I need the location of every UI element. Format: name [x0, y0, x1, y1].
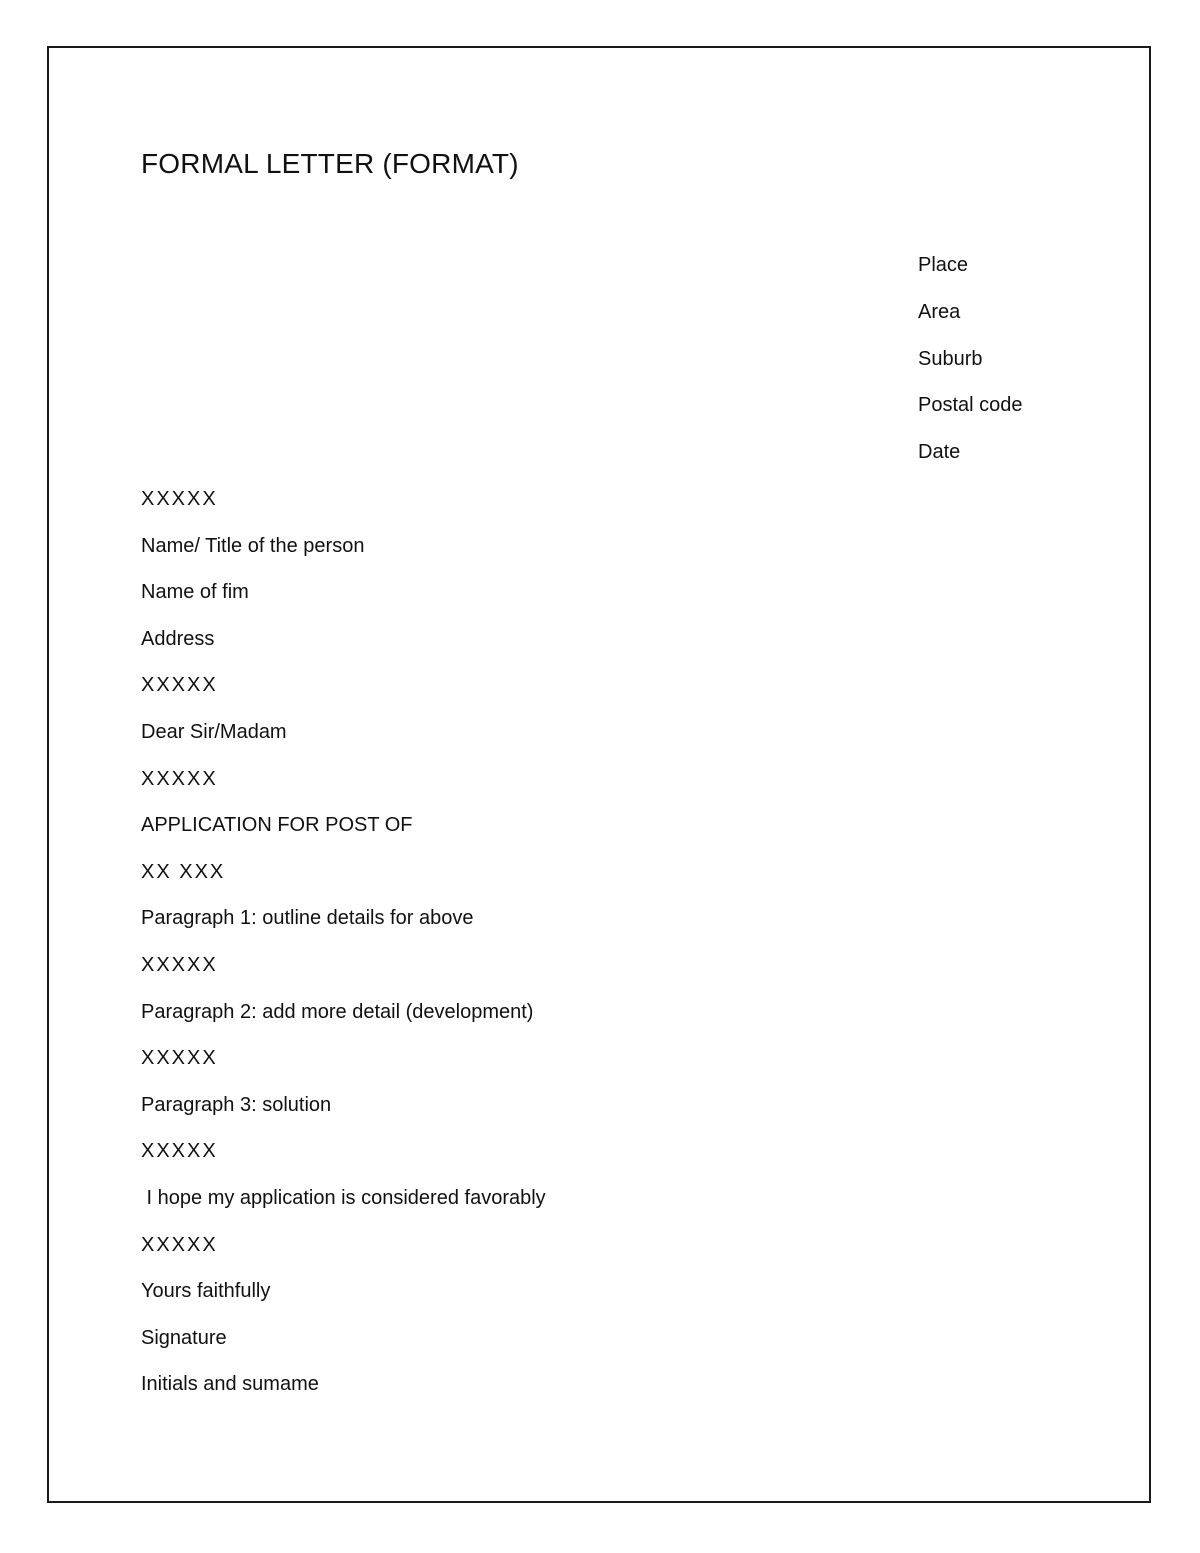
letter-line: Paragraph 2: add more detail (development): [141, 1000, 534, 1023]
letter-line: Paragraph 1: outline details for above: [141, 907, 474, 930]
letter-line: Signature: [141, 1326, 227, 1349]
sender-address-line: Postal code: [918, 394, 1023, 417]
sender-address-line: Suburb: [918, 347, 983, 370]
letter-line: Yours faithfully: [141, 1280, 271, 1303]
spacing-marker: XXXXX: [141, 488, 218, 510]
spacing-marker: XXXXX: [141, 1233, 218, 1256]
spacing-marker: XXXXX: [141, 953, 218, 976]
sender-address-line: Date: [918, 441, 961, 463]
spacing-marker: XXXXX: [141, 1047, 218, 1070]
spacing-marker: XXXXX: [141, 674, 218, 697]
letter-line: Name of fim: [141, 581, 249, 604]
sender-address-block: [918, 250, 1023, 484]
letter-line: Address: [141, 627, 215, 650]
letter-line: APPLICATION FOR POST OF: [141, 814, 413, 837]
page-title: FORMAL LETTER (FORMAT): [141, 148, 519, 179]
letter-line: I hope my application is considered favorably: [141, 1186, 546, 1209]
letter-body: [141, 484, 546, 1416]
spacing-marker: XX XXX: [141, 860, 226, 883]
spacing-marker: XXXXX: [141, 767, 218, 790]
letter-line: Paragraph 3: solution: [141, 1093, 332, 1116]
spacing-marker: XXXXX: [141, 1140, 218, 1163]
sender-address-line: Area: [918, 300, 961, 323]
letter-line: Dear Sir/Madam: [141, 720, 287, 743]
letter-line: Name/ Title of the person: [141, 534, 365, 557]
sender-address-line: Place: [918, 254, 969, 276]
letter-line: Initials and sumame: [141, 1373, 319, 1396]
